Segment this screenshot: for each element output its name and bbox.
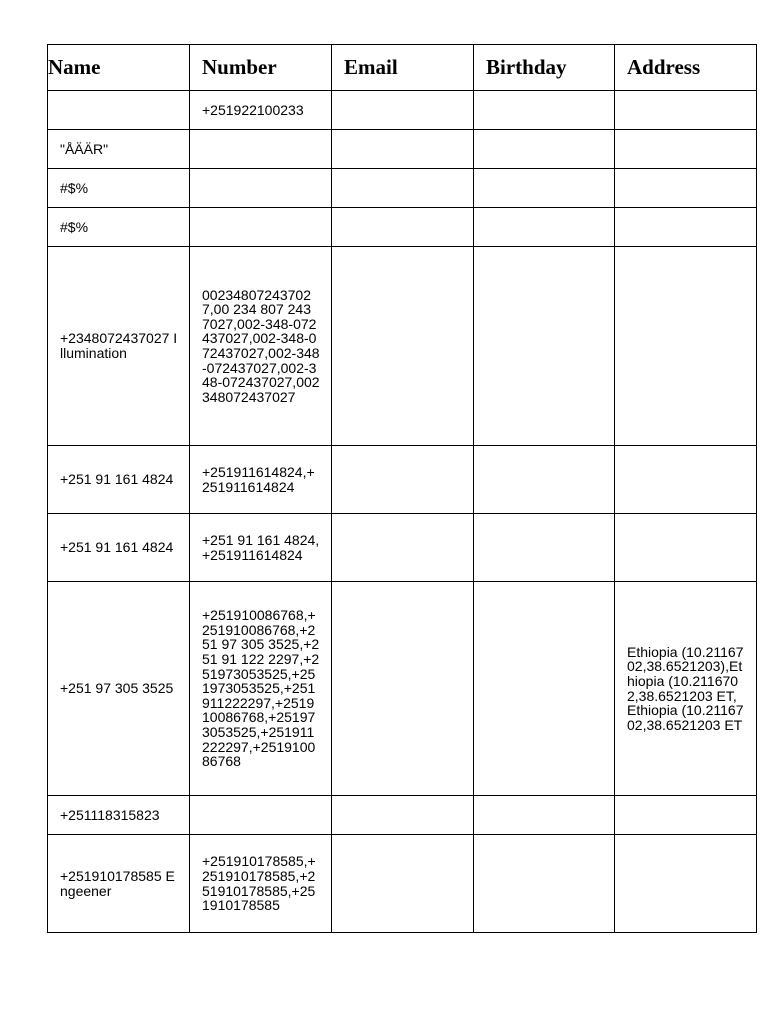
cell-name: "ÅÄÄR" (48, 130, 190, 169)
cell-birthday (474, 91, 615, 130)
cell-birthday (474, 130, 615, 169)
cell-email (332, 514, 474, 582)
table-row (48, 169, 757, 208)
cell-number (190, 208, 332, 247)
table-row (48, 835, 757, 933)
cell-email (332, 91, 474, 130)
cell-address (615, 514, 757, 582)
table-row (48, 796, 757, 835)
cell-birthday (474, 247, 615, 446)
column-header-name: Name (48, 45, 190, 91)
contacts-table (47, 44, 757, 933)
cell-number (190, 796, 332, 835)
cell-name: +251910178585 Engeener (48, 835, 190, 933)
table-row (48, 130, 757, 169)
cell-email (332, 446, 474, 514)
cell-birthday (474, 208, 615, 247)
cell-name (48, 91, 190, 130)
cell-number: +251911614824,+251911614824 (190, 446, 332, 514)
cell-number: +251922100233 (190, 91, 332, 130)
cell-number (190, 169, 332, 208)
cell-email (332, 169, 474, 208)
table-row (48, 247, 757, 446)
table-row (48, 208, 757, 247)
cell-name: #$% (48, 208, 190, 247)
cell-birthday (474, 796, 615, 835)
cell-email (332, 247, 474, 446)
cell-email (332, 796, 474, 835)
column-header-email: Email (332, 45, 474, 91)
cell-birthday (474, 169, 615, 208)
cell-name: +251118315823 (48, 796, 190, 835)
cell-birthday (474, 514, 615, 582)
cell-address (615, 796, 757, 835)
cell-email (332, 582, 474, 796)
cell-address (615, 169, 757, 208)
cell-number: +251910086768,+251910086768,+251 97 305 3525,+251 91 122 2297,+251973053525,+251973053525,+251911222297,+251910086768,+251973053525,+251911222297,+251910086768 (190, 582, 332, 796)
cell-email (332, 208, 474, 247)
table-row (48, 91, 757, 130)
cell-address (615, 835, 757, 933)
header-row (48, 45, 757, 91)
cell-birthday (474, 446, 615, 514)
cell-number (190, 130, 332, 169)
cell-birthday (474, 582, 615, 796)
cell-email (332, 130, 474, 169)
cell-address (615, 247, 757, 446)
cell-name: +251 97 305 3525 (48, 582, 190, 796)
column-header-birthday: Birthday (474, 45, 615, 91)
cell-name: +2348072437027 Illumination (48, 247, 190, 446)
cell-birthday (474, 835, 615, 933)
cell-name: +251 91 161 4824 (48, 514, 190, 582)
cell-email (332, 835, 474, 933)
column-header-address: Address (615, 45, 757, 91)
cell-address: Ethiopia (10.2116702,38.6521203),Ethiopia (10.2116702,38.6521203 ET,Ethiopia (10.2116702,38.6521203 ET (615, 582, 757, 796)
table-row (48, 514, 757, 582)
cell-number: +251 91 161 4824,+251911614824 (190, 514, 332, 582)
cell-number: 002348072437027,00 234 807 243 7027,002-348-072437027,002-348-072437027,002-348-072437027,002-348-072437027,002348072437027 (190, 247, 332, 446)
cell-address (615, 130, 757, 169)
cell-number: +251910178585,+251910178585,+251910178585,+251910178585 (190, 835, 332, 933)
cell-address (615, 446, 757, 514)
column-header-number: Number (190, 45, 332, 91)
cell-name: #$% (48, 169, 190, 208)
table-row (48, 582, 757, 796)
cell-address (615, 91, 757, 130)
cell-name: +251 91 161 4824 (48, 446, 190, 514)
cell-address (615, 208, 757, 247)
table-row (48, 446, 757, 514)
